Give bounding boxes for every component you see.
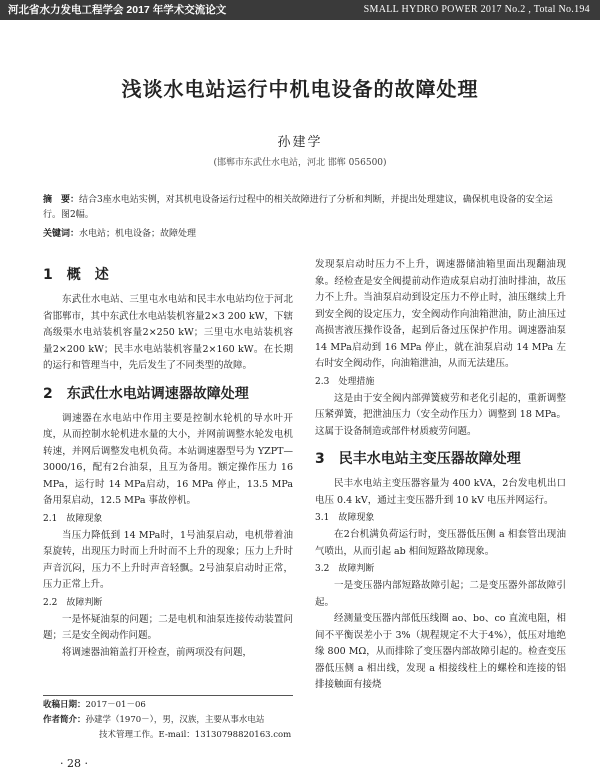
paragraph: 一是怀疑油泵的问题；二是电机和油泵连接传动装置问题；三是安全阀动作问题。 [43,613,293,641]
section-heading-3: 3 民丰水电站主变压器故障处理 [315,451,521,467]
received-date: 2017－01－06 [85,700,146,710]
footnote [43,695,293,743]
journal-header-bar [0,0,600,20]
paragraph: 调速器在水电站中作用主要是控制水轮机的导水叶开度，从而控制水轮机进水量的大小，并网前调整水轮发电机转速，并网后调整发电机负荷。本站调速器型号为 YZPT—3000/16，配有2台油泵，且互为备用。额定操作压力 16 MPa，运行时 14 MPa启动，16 MPa 停止，13.5 MPa 备用泵启动，12.5 MPa 事故停机。 [43,412,293,506]
paragraph: 发现泵启动时压力不上升，调速器储油箱里面出现翻油现象。经检查是安全阀提前动作造成泵启动打油时排油，故压力不上升。当油泵启动到设定压力不停止时，油压继续上升到安全阀的设定压力，安全阀动作向油箱泄油，防止油压过高损害液压操作设备，起到后备过压保护作用。调速器油泵 14 MPa启动到 16 MPa 停止，就在油泵启动 14 MPa 左右时安全阀动作，向油箱泄油，从而无法建压。 [315,259,566,369]
subsection-heading: 3.2 故障判断 [315,564,375,574]
abstract-label: 摘 要： [43,195,80,205]
received-label: 收稿日期： [43,700,86,710]
author-bio-continued: 技术管理工作。E-mail：13130798820163.com [99,730,292,740]
author-affiliation: (邯郸市东武仕水电站，河北 邯郸 056500) [213,158,387,168]
subsection-heading: 3.1 故障现象 [315,513,375,523]
keywords-label: 关键词： [43,229,80,239]
keywords-text: 水电站；机电设备；故障处理 [79,229,197,239]
author-bio-label: 作者简介： [43,715,86,725]
subsection-heading: 2.2 故障判断 [43,597,103,608]
abstract [43,193,558,223]
keywords [43,226,558,239]
paragraph: 民丰水电站主变压器容量为 400 kVA，2台发电机出口电压 0.4 kV，通过主变压器升到 10 kV 电压并网运行。 [315,478,566,506]
section-heading-2: 2 东武仕水电站调速器故障处理 [43,385,249,402]
paragraph: 一是变压器内部短路故障引起；二是变压器外部故障引起。 [315,580,566,608]
paper-title: 浅谈水电站运行中机电设备的故障处理 [121,77,479,101]
author-name: 孙建学 [277,135,323,150]
subsection-heading: 2.3 处理措施 [315,376,375,387]
section-heading-1: 1 概 述 [43,267,109,283]
paragraph: 当压力降低到 14 MPa时，1号油泵启动，电机带着油泵旋转，出现压力时而上升时而不上升的现象；压力上升时声音沉闷，压力不上升时声音轻飘。2号油泵启动时正常，压力正常上升。 [43,529,293,590]
paragraph: 东武仕水电站、三里屯水电站和民丰水电站均位于河北省邯郸市，其中东武仕水电站装机容量2×3 200 kW，下辖高级渠水电站装机容量2×250 kW；三里屯水电站装机容量2×200 kW；民丰水电站装机容量2×160 kW。在长期的运行和管理当中，先后发生了不同类型的故障。 [43,294,293,371]
page-number: · 28 · [60,757,88,770]
author-bio: 孙建学（1970－），男，汉族，主要从事水电站 [85,715,265,725]
journal-name: 河北省水力发电工程学会 2017 年学术交流论文 [8,4,227,16]
subsection-heading: 2.1 故障现象 [43,513,103,524]
paragraph: 这是由于安全阀内部弹簧疲劳和老化引起的，重新调整压紧弹簧，把泄油压力（安全动作压力）调整到 18 MPa。这属于设备制造或部件材质疲劳问题。 [315,392,566,437]
left-column [43,262,293,661]
paragraph: 将调速器油箱盖打开检查，前两项没有问题， [62,646,253,658]
right-column [315,257,566,694]
paragraph: 在2台机满负荷运行时，变压器低压侧 a 相套管出现油气喷出，从而引起 ab 相间短路故障现象。 [315,529,566,557]
journal-issue: SMALL HYDRO POWER 2017 No.2 , Total No.194 [363,4,590,15]
paragraph: 经测量变压器内部低压线圈 ao、bo、co 直流电阻，相间不平衡误差小于 3%（规程规定不大于4%），低压对地绝缘 800 MΩ，从而排除了变压器内部故障引起的。检查变压器低压侧 a 相出线，发现 a 相接线柱上的螺栓和连接的铝排接触面有接烧 [315,613,566,690]
abstract-text: 结合3座水电站实例，对其机电设备运行过程中的相关故障进行了分析和判断，并提出处理建议，确保机电设备的安全运行。图2幅。 [43,195,553,220]
